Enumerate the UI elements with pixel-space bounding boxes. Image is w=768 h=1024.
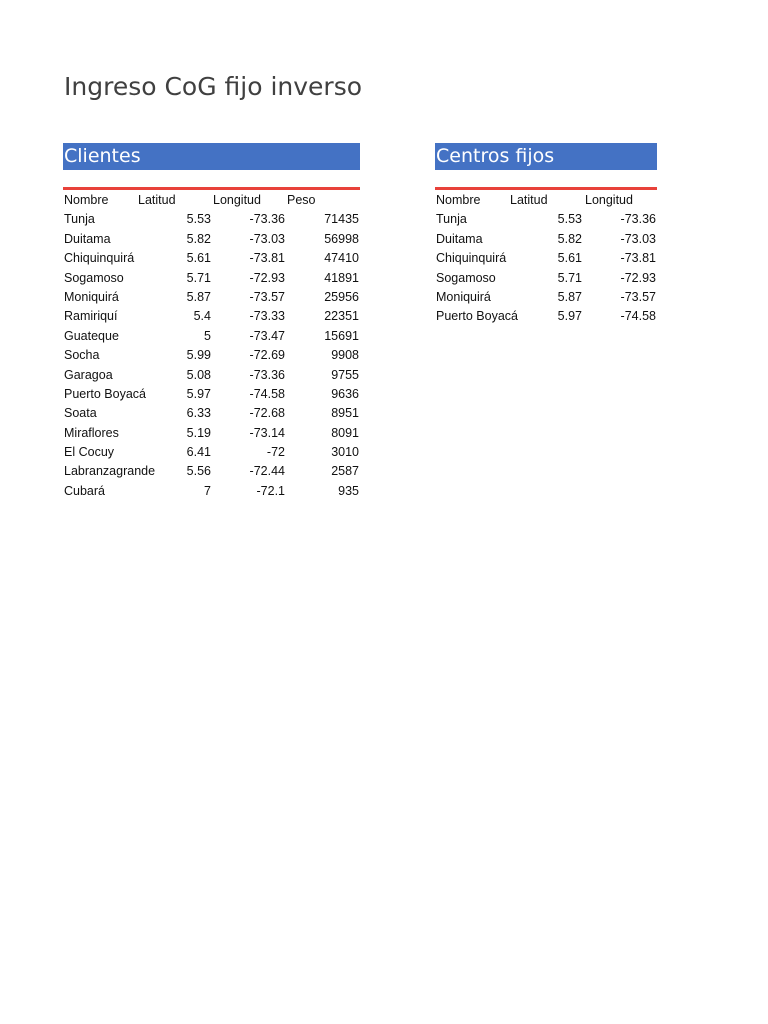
- centros-fijos-cell-longitud: -73.57: [620, 289, 656, 304]
- clientes-cell-nombre: Soata: [64, 406, 97, 421]
- clientes-cell-latitud: 6.41: [186, 445, 211, 460]
- clientes-cell-longitud: -73.81: [249, 251, 285, 266]
- clientes-cell-latitud: 5.87: [186, 289, 211, 304]
- clientes-cell-peso: 47410: [324, 251, 359, 266]
- clientes-cell-nombre: Moniquirá: [64, 289, 119, 304]
- clientes-cell-peso: 25956: [324, 289, 359, 304]
- clientes-cell-nombre: Ramiriquí: [64, 309, 118, 324]
- clientes-cell-latitud: 5.19: [186, 425, 211, 440]
- centros-fijos-row: [435, 230, 657, 249]
- clientes-cell-longitud: -73.36: [249, 367, 285, 382]
- centros-fijos-column-headers: [435, 191, 657, 210]
- clientes-cell-latitud: 5.4: [193, 309, 211, 324]
- clientes-cell-latitud: 5.56: [186, 464, 211, 479]
- centros-fijos-cell-latitud: 5.53: [557, 212, 582, 227]
- clientes-cell-longitud: -72.69: [249, 348, 285, 363]
- clientes-cell-latitud: 5: [204, 328, 211, 343]
- centros-fijos-rows: [435, 210, 657, 326]
- centros-fijos-row: [435, 307, 657, 326]
- clientes-header: Clientes: [63, 143, 360, 170]
- clientes-cell-peso: 9908: [331, 348, 359, 363]
- clientes-cell-longitud: -73.14: [249, 425, 285, 440]
- clientes-cell-peso: 41891: [324, 270, 359, 285]
- clientes-header-rule: [63, 187, 360, 190]
- clientes-row: [63, 210, 360, 229]
- centros-fijos-cell-longitud: -74.58: [620, 309, 656, 324]
- clientes-cell-latitud: 5.53: [186, 212, 211, 227]
- clientes-row: [63, 288, 360, 307]
- centros-fijos-cell-nombre: Tunja: [436, 212, 467, 227]
- centros-fijos-cell-latitud: 5.71: [557, 270, 582, 285]
- centros-fijos-cell-nombre: Duitama: [436, 231, 483, 246]
- clientes-cell-peso: 9755: [331, 367, 359, 382]
- clientes-cell-nombre: Labranzagrande: [64, 464, 156, 479]
- clientes-cell-latitud: 5.08: [186, 367, 211, 382]
- clientes-cell-latitud: 5.99: [186, 348, 211, 363]
- centros-fijos-cell-nombre: Moniquirá: [436, 289, 491, 304]
- clientes-row: [63, 269, 360, 288]
- clientes-cell-nombre: Puerto Boyacá: [64, 386, 146, 401]
- clientes-cell-nombre: Tunja: [64, 212, 95, 227]
- centros-fijos-cell-nombre: Chiquinquirá: [436, 251, 507, 266]
- centros-fijos-col-longitud: Longitud: [585, 193, 633, 207]
- clientes-row: [63, 424, 360, 443]
- centros-fijos-header-rule: [435, 187, 657, 190]
- clientes-panel: [63, 143, 360, 501]
- clientes-cell-peso: 8951: [331, 406, 359, 421]
- clientes-col-nombre: Nombre: [64, 193, 109, 207]
- centros-fijos-cell-nombre: Puerto Boyacá: [436, 309, 518, 324]
- clientes-row: [63, 482, 360, 501]
- centros-fijos-cell-longitud: -73.03: [620, 231, 656, 246]
- clientes-row: [63, 346, 360, 365]
- clientes-cell-longitud: -73.36: [249, 212, 285, 227]
- clientes-cell-peso: 22351: [324, 309, 359, 324]
- clientes-cell-nombre: Garagoa: [64, 367, 113, 382]
- clientes-cell-longitud: -72.44: [249, 464, 285, 479]
- clientes-col-peso: Peso: [287, 193, 316, 207]
- clientes-cell-longitud: -73.33: [249, 309, 285, 324]
- centros-fijos-cell-nombre: Sogamoso: [436, 270, 496, 285]
- clientes-cell-longitud: -72: [266, 445, 285, 460]
- clientes-cell-latitud: 5.97: [186, 386, 211, 401]
- clientes-cell-latitud: 5.82: [186, 231, 211, 246]
- clientes-cell-nombre: Guateque: [64, 328, 119, 343]
- clientes-row: [63, 462, 360, 481]
- centros-fijos-row: [435, 269, 657, 288]
- clientes-cell-nombre: Duitama: [64, 231, 111, 246]
- clientes-cell-peso: 3010: [331, 445, 359, 460]
- clientes-cell-latitud: 5.61: [186, 251, 211, 266]
- clientes-cell-latitud: 5.71: [186, 270, 211, 285]
- clientes-cell-nombre: Socha: [64, 348, 100, 363]
- clientes-row: [63, 249, 360, 268]
- clientes-cell-longitud: -73.47: [249, 328, 285, 343]
- clientes-col-longitud: Longitud: [213, 193, 261, 207]
- centros-fijos-cell-longitud: -73.81: [620, 251, 656, 266]
- clientes-rows: [63, 210, 360, 501]
- clientes-cell-nombre: Chiquinquirá: [64, 251, 135, 266]
- page-title: Ingreso CoG fijo inverso: [64, 72, 363, 101]
- centros-fijos-cell-latitud: 5.97: [557, 309, 582, 324]
- clientes-cell-peso: 9636: [331, 386, 359, 401]
- centros-fijos-cell-latitud: 5.87: [557, 289, 582, 304]
- clientes-cell-longitud: -72.1: [256, 483, 285, 498]
- centros-fijos-col-nombre: Nombre: [436, 193, 481, 207]
- clientes-cell-longitud: -74.58: [249, 386, 285, 401]
- clientes-cell-nombre: Cubará: [64, 483, 105, 498]
- centros-fijos-cell-latitud: 5.82: [557, 231, 582, 246]
- clientes-cell-longitud: -72.93: [249, 270, 285, 285]
- centros-fijos-header: Centros fijos: [435, 143, 657, 170]
- clientes-cell-nombre: Miraflores: [64, 425, 119, 440]
- clientes-cell-nombre: Sogamoso: [64, 270, 124, 285]
- clientes-cell-latitud: 7: [204, 483, 211, 498]
- clientes-col-latitud: Latitud: [138, 193, 176, 207]
- clientes-row: [63, 366, 360, 385]
- clientes-cell-peso: 8091: [331, 425, 359, 440]
- clientes-cell-nombre: El Cocuy: [64, 445, 115, 460]
- clientes-cell-peso: 2587: [331, 464, 359, 479]
- centros-fijos-col-latitud: Latitud: [510, 193, 548, 207]
- centros-fijos-row: [435, 210, 657, 229]
- clientes-row: [63, 327, 360, 346]
- clientes-row: [63, 443, 360, 462]
- clientes-column-headers: [63, 191, 360, 210]
- clientes-cell-peso: 935: [338, 483, 359, 498]
- clientes-cell-peso: 56998: [324, 231, 359, 246]
- clientes-row: [63, 307, 360, 326]
- clientes-cell-peso: 15691: [324, 328, 359, 343]
- clientes-row: [63, 230, 360, 249]
- clientes-cell-longitud: -73.57: [249, 289, 285, 304]
- centros-fijos-row: [435, 288, 657, 307]
- centros-fijos-panel: [435, 143, 657, 327]
- clientes-cell-peso: 71435: [324, 212, 359, 227]
- clientes-cell-longitud: -73.03: [249, 231, 285, 246]
- clientes-cell-longitud: -72.68: [249, 406, 285, 421]
- centros-fijos-cell-longitud: -72.93: [620, 270, 656, 285]
- centros-fijos-cell-latitud: 5.61: [557, 251, 582, 266]
- centros-fijos-row: [435, 249, 657, 268]
- clientes-row: [63, 385, 360, 404]
- clientes-cell-latitud: 6.33: [186, 406, 211, 421]
- centros-fijos-cell-longitud: -73.36: [620, 212, 656, 227]
- clientes-row: [63, 404, 360, 423]
